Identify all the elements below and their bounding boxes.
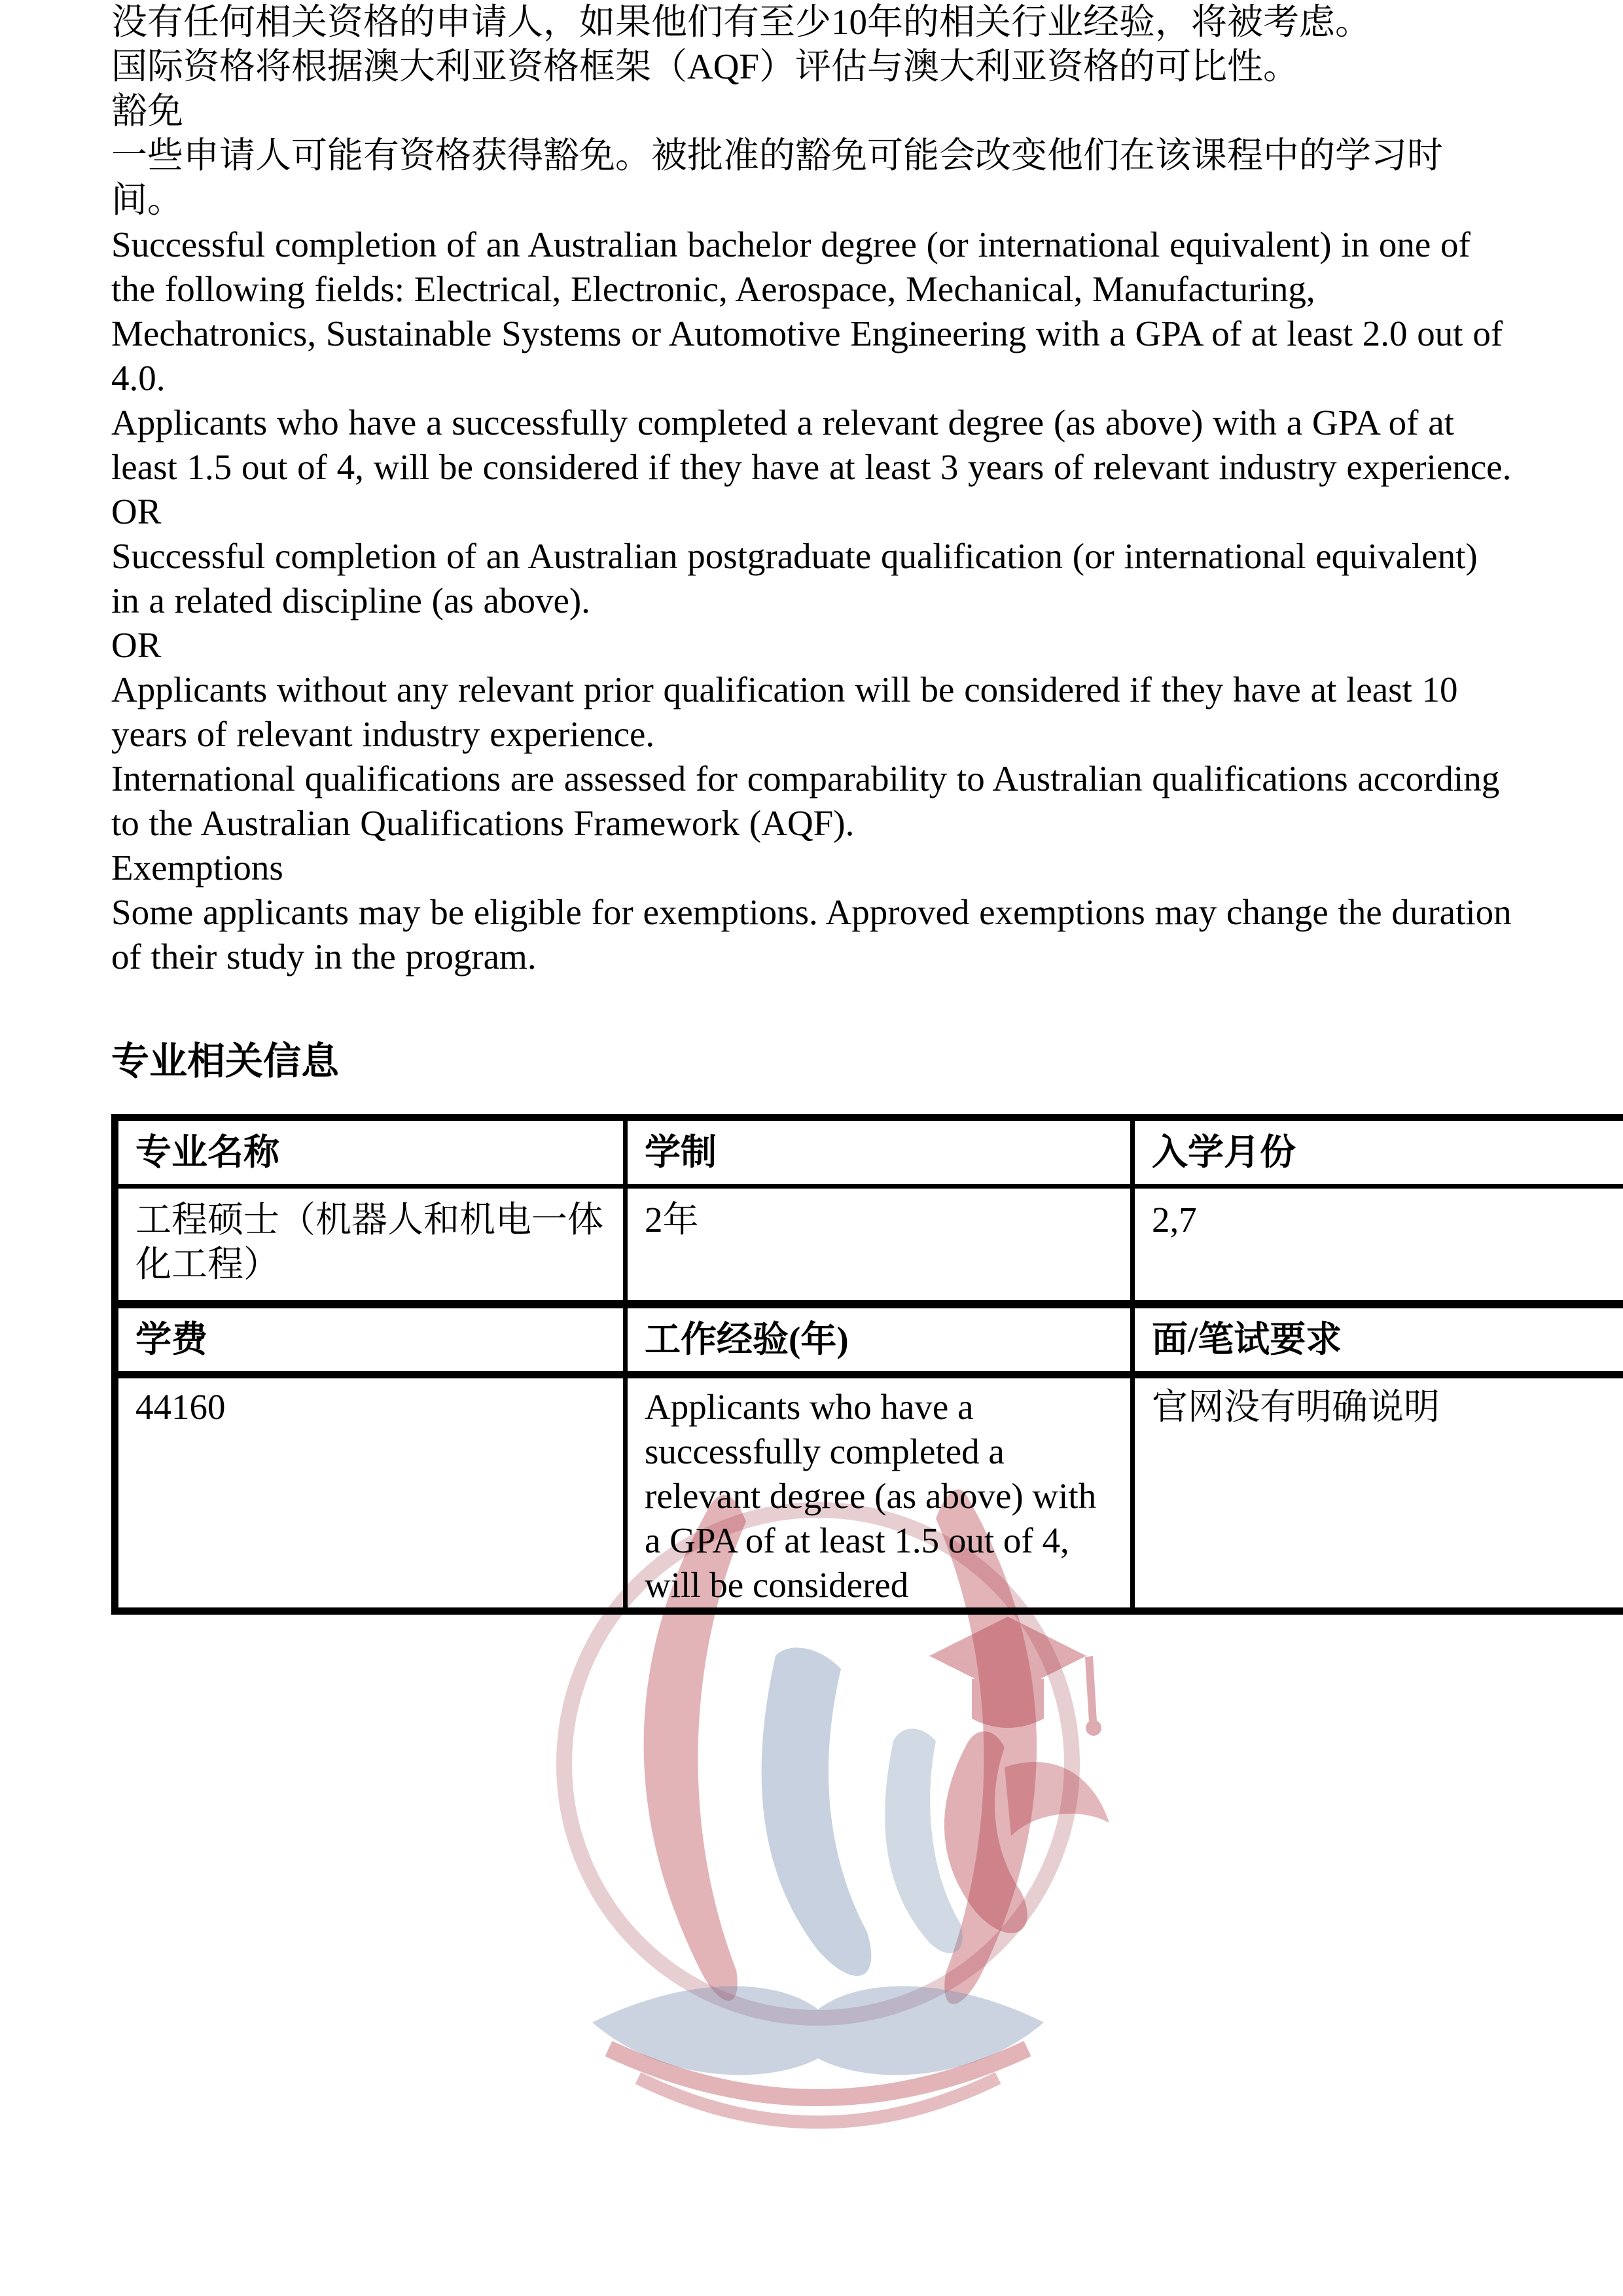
para-gpa-1-5-requirement: Applicants who have a successfully completed a relevant degree (as above) with a GPA of at least 1.5 out of 4, will be considered if they have at least 3 years of relevant industry experience. <box>111 403 1512 487</box>
para-or-2: OR <box>111 625 162 665</box>
program-info-table <box>111 1114 1623 1615</box>
cell-work-experience: Applicants who have a successfully completed a relevant degree (as above) with a GPA of at least 1.5 out of 4, will be considered <box>626 1375 1133 1611</box>
cell-duration: 2年 <box>626 1187 1133 1304</box>
para-bachelor-requirement: Successful completion of an Australian bachelor degree (or international equivalent) in one of the following fields: Electrical, Electronic, Aerospace, Mechanical, Manufacturing, Mechatronics, Sustainable Systems or Automotive Engineering with a GPA of at least 2.0 out of 4.0. <box>111 224 1503 398</box>
cell-interview-test: 官网没有明确说明 <box>1133 1375 1623 1611</box>
cell-tuition: 44160 <box>115 1375 626 1611</box>
para-exemptions-body-en: Some applicants may be eligible for exemptions. Approved exemptions may change the duration of their study in the program. <box>111 892 1512 977</box>
para-no-prior-qualification: Applicants without any relevant prior qualification will be considered if they have at least 10 years of relevant industry experience. <box>111 670 1458 754</box>
document-page <box>111 0 1513 1615</box>
para-aqf-zh: 国际资格将根据澳大利亚资格框架（AQF）评估与澳大利亚资格的可比性。 <box>111 46 1300 86</box>
header-tuition: 学费 <box>115 1304 626 1375</box>
para-international-qualifications: International qualifications are assessed for comparability to Australian qualifications according to the Australian Qualifications Framework (AQF). <box>111 759 1500 843</box>
header-work-experience: 工作经验(年) <box>626 1304 1133 1375</box>
table-row-program <box>115 1187 1623 1304</box>
para-postgraduate-requirement: Successful completion of an Australian postgraduate qualification (or international equivalent) in a related discipline (as above). <box>111 536 1478 620</box>
logo-book-accent-2 <box>638 2078 998 2123</box>
header-program-name: 专业名称 <box>115 1118 626 1187</box>
para-exemption-title-zh: 豁免 <box>111 91 184 131</box>
logo-book-accent-1 <box>609 2049 1027 2098</box>
para-exemptions-title-en: Exemptions <box>111 848 283 888</box>
header-duration: 学制 <box>626 1118 1133 1187</box>
graduation-cap-icon <box>929 1617 1101 1736</box>
logo-figure-body <box>944 1731 1027 1933</box>
table-header-row-2 <box>115 1304 1623 1375</box>
section-heading-program-info: 专业相关信息 <box>111 1040 340 1083</box>
logo-blue-swoosh-2 <box>885 1729 963 1953</box>
table-header-row-1 <box>115 1118 1623 1187</box>
para-no-qualification-zh: 没有任何相关资格的申请人，如果他们有至少10年的相关行业经验，将被考虑。 <box>111 2 1372 42</box>
logo-blue-swoosh <box>762 1647 872 1976</box>
logo-open-book <box>592 1986 1044 2075</box>
logo-figure-arm <box>1005 1762 1109 1836</box>
para-or-1: OR <box>111 492 162 531</box>
cell-entry-month: 2,7 <box>1133 1187 1623 1304</box>
para-exemption-body-zh: 一些申请人可能有资格获得豁免。被批准的豁免可能会改变他们在该课程中的学习时间。 <box>111 135 1444 220</box>
header-interview-test: 面/笔试要求 <box>1133 1304 1623 1375</box>
header-entry-month: 入学月份 <box>1133 1118 1623 1187</box>
table-row-details <box>115 1375 1623 1611</box>
cell-program-name: 工程硕士（机器人和机电一体化工程） <box>115 1187 626 1304</box>
